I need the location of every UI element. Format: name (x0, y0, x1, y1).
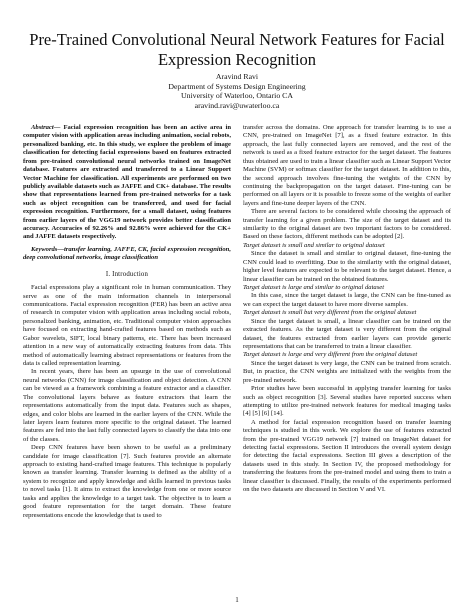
paper-title: Pre-Trained Convolutional Neural Network Features for Facial Expression Recognition (29, 30, 445, 69)
case-text: Since the dataset is small and similar to original dataset, fine-tuning the CNN could lead to overfitting. Due to the similarity with the original dataset, higher level features are expected to be relevant to the target dataset. Hence, a linear classifier can be trained on the obtained features. (243, 250, 451, 283)
case-heading: Target dataset is small and similar to original dataset (243, 241, 385, 249)
body-paragraph: A method for facial expression recognition based on transfer learning techniques is studied in this work. We explore the use of features extracted from the pre-trained VGG19 network [7] trained on ImageNet dataset for detecting facial expressions. Section II introduces the overall system design for detecting the facial expressions. Section III gives a description of the datasets used in this study. In Section IV, the proposed methodology for transferring the features from the pre-trained model and using them to train a linear classifier is discussed. Finally, the results of the experiments performed on the two datasets are discussed in Section V and VI. (243, 418, 451, 494)
abstract (23, 124, 231, 242)
keywords-text: transfer learning, JAFFE, CK, facial expression recognition, deep convolutional networks, image classification (23, 245, 231, 262)
section-heading-introduction: I. Introduction (105, 270, 149, 278)
case-heading: Target dataset is large and very different from the original dataset (243, 351, 418, 359)
author-affiliation-university: University of Waterloo, Ontario CA (180, 91, 294, 101)
left-column (23, 124, 231, 520)
case-heading: Target dataset is small but very different from the original dataset (243, 309, 417, 317)
author-affiliation-department: Department of Systems Design Engineering (168, 81, 306, 91)
case-heading: Target dataset is large and similar to original dataset (243, 284, 385, 292)
author-email: aravind.ravi@uwaterloo.ca (194, 100, 280, 110)
keywords-label: Keywords— (31, 245, 64, 253)
intro-paragraph: Deep CNN features have been shown to be useful as a preliminary candidate for image classification [7]. Such features provide an alternate approach to existing hand-crafted image features. This technique is popularly known as transfer learning. Transfer learning is defined as the ability of a system to recognize and apply knowledge and skills learned in previous tasks to novel tasks [1]. It aims to extract the knowledge from one or more source tasks and applies the knowledge to a target task. The objective is to learn a good feature representation for the target domain. These feature representations encode the knowledge that is used to (23, 444, 231, 519)
abstract-text: Facial expression recognition has been an active area in computer vision with application areas including animation, social robots, personalized banking, etc. In this study, we explore the problem of image classification for detecting facial expressions based on features extracted from pre-trained convolutional neural networks trained on ImageNet database. Features are extracted and transferred to a Linear Support Vector Machine for classification. All experiments are performed on two publicly available datasets such as JAFFE and CK+ database. The results show that representations learned from pre-trained networks for a task such as object recognition can be transferred, and used for facial expression recognition. Furthermore, for a small dataset, using features from earlier layers of the VGG19 network provides better classification accuracy. Accuracies of 92.26% and 92.86% were achieved for the CK+ and JAFFE datasets respectively. (23, 124, 231, 241)
body-paragraph: There are several factors to be considered while choosing the approach of transfer learning for a given problem. The size of the target dataset and its similarity to the original dataset are two important factors to be considered. Based on these factors, different methods can be adopted [2]. (243, 208, 451, 241)
keywords (23, 246, 231, 263)
case-text: Since the target dataset is very large, the CNN can be trained from scratch. But, in practice, the CNN weights are initialized with the weights from the pre-trained network. (243, 359, 451, 384)
intro-paragraph: In recent years, there has been an upsurge in the use of convolutional neural networks (CNN) for image classification and object detection. A CNN can be viewed as a framework combining a feature extractor and a classifier. The convolutional layers behave as feature extractors that learn the representations automatically from the input data. Features such as shapes, edges, and color blobs are learned in the earlier layers of the CNN. While the later layers learn features more specific to the original dataset. The learned features are fed into the last fully connected layers to classify the data into one of the classes. (23, 368, 231, 443)
right-column (243, 124, 451, 495)
case-text: In this case, since the target dataset is large, the CNN can be fine-tuned as we can expect the target dataset to have more diverse samples. (243, 292, 451, 308)
author-name: Aravind Ravi (215, 72, 259, 81)
case-text: Since the target dataset is small, a linear classifier can be trained on the extracted features. As the target dataset is very different from the original dataset, the features extracted from earlier layers can provide generic representations that can be transferred to train a linear classifier. (243, 317, 451, 350)
page-number: 1 (235, 596, 239, 604)
body-paragraph: Prior studies have been successful in applying transfer learning for tasks such as object recognition [3]. Several studies have reported success when attempting to utilize pre-trained network features for medical imaging tasks [4] [5] [6] [14]. (243, 385, 451, 418)
intro-paragraph: Facial expressions play a significant role in human communication. They serve as one of the main information channels in interpersonal communications. Facial expression recognition (FER) has been an active area of research in computer vision with application areas including social robots, personalized banking, animation, etc. Traditional computer vision approaches have focused on extracting hand-crafted features based on methods such as Gabor wavelets, SIFT, local binary patterns, etc. There has been increased attention in a new way of automatically extracting features from data. This method of automatically learning abstract representations or features from the data is called representation learning. (23, 284, 231, 367)
author-block (60, 72, 414, 110)
body-paragraph: transfer across the domains. One approach for transfer learning is to use a CNN, pre-trained on ImageNet [7], as a fixed feature extractor. In this approach, the last fully connected layers are removed, and the rest of the network is used as a fixed feature extractor for the target dataset. The features thus obtained are used to train a linear classifier such as Linear Support Vector Machine (SVM) or softmax classifier for the target dataset. In addition to this, the second approach involves fine-tuning the weights of the CNN by continuing the backpropagation on the target dataset. Fine-tuning can be performed on all layers or it is possible to freeze some of the weights of earlier layers and fine-tune deeper layers of the CNN. (243, 124, 451, 207)
abstract-label: Abstract— (31, 124, 61, 131)
